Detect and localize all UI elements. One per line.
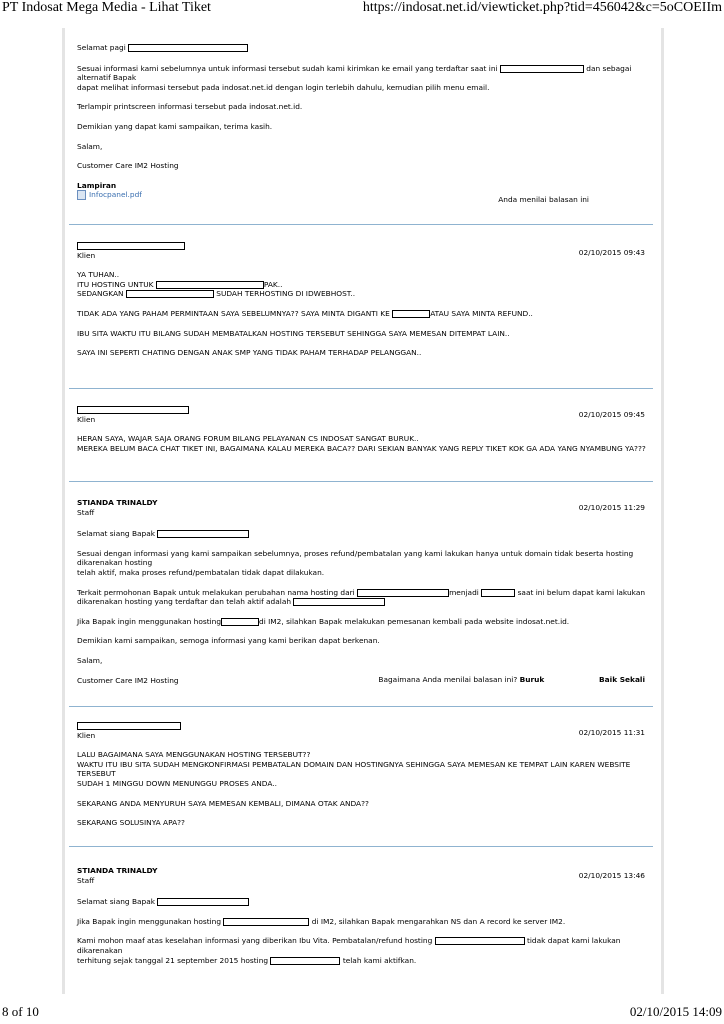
page-number: 8 of 10: [2, 1004, 39, 1019]
redaction: [223, 918, 309, 926]
redaction: [77, 722, 181, 730]
rating-text: Anda menilai balasan ini: [498, 195, 589, 204]
ticket-page: [62, 28, 664, 994]
redaction: [157, 530, 249, 538]
message-date: 02/10/2015 09:43: [578, 248, 645, 257]
staff-reply-3: STIANDA TRINALDY Staff 02/10/2015 13:46 Selamat siang Bapak Jika Bapak ingin menggunakan hosting di IM2, silahkan Bapak mengarahkan NS dan A record ke server IM2. Kami mohon maaf atas keselahan informasi yang diberikan Ibu Vita. Pembatalan/refund hosting tidak dapat kami lakukan dikarenakan terhitung sejak tanggal 21 september 2015 hosting telah kami aktifkan.: [77, 866, 649, 965]
rate-good-option[interactable]: Baik Sekali: [599, 675, 645, 684]
redaction: [77, 242, 185, 250]
client-reply-3: Klien 02/10/2015 11:31 LALU BAGAIMANA SAYA MENGGUNAKAN HOSTING TERSEBUT?? WAKTU ITU IBU SITA SUDAH MENGKONFIRMASI PEMBATALAN DOMAIN DAN HOSTINGNYA SEHINGGA SAYA MEMESAN KE TEMPAT LAIN KAREN WEBSITE TERSEBUT SUDAH 1 MINGGU DOWN MENUNGGU PROSES ANDA.. SEKARANG ANDA MENYURUH SAYA MEMESAN KEMBALI, DIMANA OTAK ANDA?? SEKARANG SOLUSINYA APA??: [77, 721, 649, 828]
redaction: [157, 898, 249, 906]
divider: [69, 224, 653, 225]
redaction: [77, 406, 189, 414]
browser-print-header: [0, 0, 724, 20]
staff-reply-1: Selamat pagi Sesuai informasi kami sebelumnya untuk informasi tersebut sudah kami kirimkan ke email yang terdaftar saat ini dan sebagai alternatif Bapak dapat melihat informasi tersebut pada indosat.net.id dengan login terlebih dahulu, kemudian pilih menu email. Terlampir printscreen informasi tersebut pada indosat.net.id. Demikian yang dapat kami sampaikan, terima kasih. Salam, Customer Care IM2 Hosting Lampiran Infocpanel.pdf Anda menilai balasan ini: [77, 43, 649, 200]
redaction: [357, 589, 449, 597]
redaction: [435, 937, 525, 945]
print-datetime: 02/10/2015 14:09: [629, 1004, 722, 1019]
redaction: [293, 598, 385, 606]
greeting: Selamat pagi: [77, 43, 649, 53]
message-date: 02/10/2015 11:29: [578, 503, 645, 512]
rate-bad-option[interactable]: Buruk: [519, 675, 545, 684]
redaction: [481, 589, 515, 597]
attachment-link[interactable]: Infocpanel.pdf: [89, 190, 142, 200]
divider: [69, 388, 653, 389]
print-page-url: https://indosat.net.id/viewticket.php?tid=456042&c=5oCOEIIm: [362, 0, 722, 15]
client-reply-2: Klien 02/10/2015 09:45 HERAN SAYA, WAJAR SAJA ORANG FORUM BILANG PELAYANAN CS INDOSAT SANGAT BURUK.. MEREKA BELUM BACA CHAT TIKET INI, BAGAIMANA KALAU MEREKA BACA?? DARI SEKIAN BANYAK YANG REPLY TIKET KOK GA ADA YANG NYAMBUNG YA???: [77, 405, 649, 453]
staff-reply-2: STIANDA TRINALDY Staff 02/10/2015 11:29 Selamat siang Bapak Sesuai dengan informasi yang kami sampaikan sebelumnya, proses refund/pembatalan yang kami lakukan hanya untuk domain tidak beserta hosting dikarenakan hosting telah aktif, maka proses refund/pembatalan tidak dapat dilakukan. Terkait permohonan Bapak untuk melakukan perubahan nama hosting dari menjadi saat ini belum dapat kami lakukan dikarenakan hosting yang terdaftar dan telah aktif adalah Jika Bapak ingin menggunakan hosting di IM2, silahkan Bapak melakukan pemesanan kembali pada website indosat.net.id. Demikian kami sampaikan, semoga informasi yang kami berikan dapat berkenan. Salam, Customer Care IM2 Hosting Bagaimana Anda menilai balasan ini? Buruk Baik Sekali: [77, 498, 649, 685]
message-date: 02/10/2015 11:31: [578, 728, 645, 737]
redaction: [156, 281, 264, 289]
sender-role: Staff: [77, 875, 95, 885]
sender-role: Klien: [77, 250, 96, 260]
pdf-file-icon: [77, 190, 86, 200]
message-date: 02/10/2015 13:46: [578, 871, 645, 880]
divider: [69, 481, 653, 482]
redaction: [128, 44, 248, 52]
rating-bar: Bagaimana Anda menilai balasan ini? Buruk Baik Sekali: [378, 675, 645, 684]
sender-role: Klien: [77, 414, 96, 424]
client-reply-1: Klien 02/10/2015 09:43 YA TUHAN.. ITU HOSTING UNTUK PAK.. SEDANGKAN SUDAH TERHOSTING DI IDWEBHOST.. TIDAK ADA YANG PAHAM PERMINTAAN SAYA SEBELUMNYA?? SAYA MINTA DIGANTI KE ATAU SAYA MINTA REFUND.. IBU SITA WAKTU ITU BILANG SUDAH MEMBATALKAN HOSTING TERSEBUT SEHINGGA SAYA MEMESAN DITEMPAT LAIN.. SAYA INI SEPERTI CHATING DENGAN ANAK SMP YANG TIDAK PAHAM TERHADAP PELANGGAN..: [77, 241, 649, 358]
sender-name: STIANDA TRINALDY: [77, 866, 158, 875]
sender-role: Klien: [77, 730, 96, 740]
redaction: [392, 310, 430, 318]
print-page-title: PT Indosat Mega Media - Lihat Tiket: [2, 0, 211, 15]
redaction: [270, 957, 340, 965]
browser-print-footer: [0, 1002, 724, 1024]
attachment-label: Lampiran: [77, 180, 117, 190]
sender-role: Staff: [77, 507, 95, 517]
sender-name: STIANDA TRINALDY: [77, 498, 158, 507]
redaction: [126, 290, 214, 298]
redaction: [221, 618, 259, 626]
message-date: 02/10/2015 09:45: [578, 410, 645, 419]
divider: [69, 706, 653, 707]
redaction: [500, 65, 584, 73]
divider: [69, 846, 653, 847]
